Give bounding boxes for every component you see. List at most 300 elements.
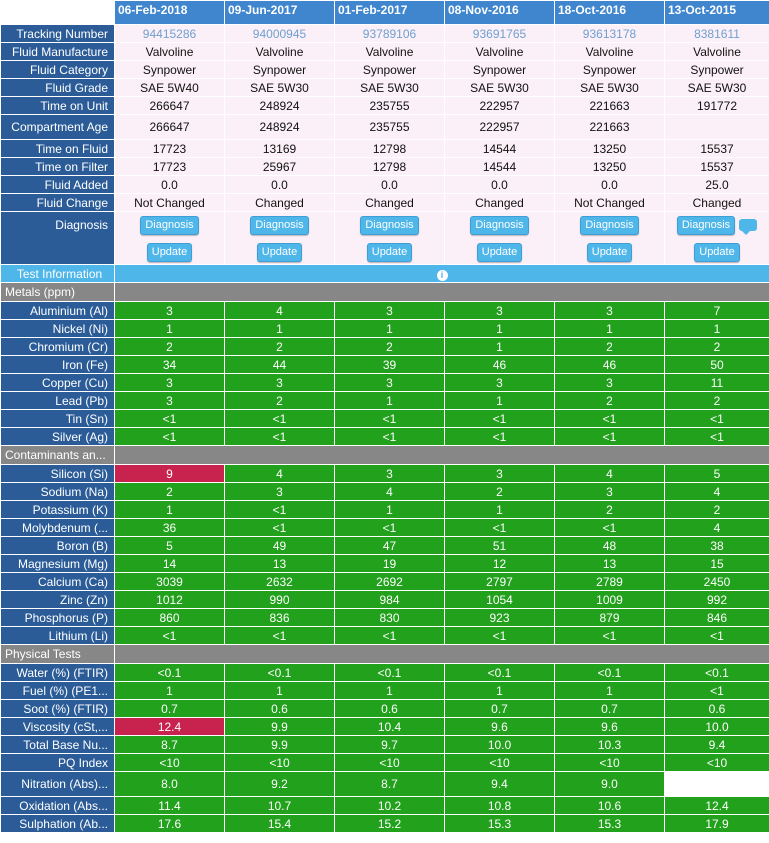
update-button[interactable]: Update: [694, 243, 739, 262]
result-value-cell: 0.6: [225, 700, 335, 718]
section-title: Contaminants an...: [1, 446, 115, 465]
section-header-fill: [115, 446, 769, 465]
result-row: [1, 718, 769, 736]
info-row-label: Fluid Grade: [1, 79, 115, 97]
result-value-cell: 2: [335, 338, 445, 356]
result-row: [1, 736, 769, 754]
info-row-label: Fluid Added: [1, 176, 115, 194]
result-value-cell: 46: [445, 356, 555, 374]
info-cell: Changed: [335, 194, 445, 212]
result-value-cell: 0.7: [445, 700, 555, 718]
result-value-cell: 2: [115, 338, 225, 356]
result-value-cell: 1: [225, 682, 335, 700]
result-value-cell: <1: [665, 682, 769, 700]
result-value-cell: 1: [445, 338, 555, 356]
result-value-cell: 860: [115, 609, 225, 627]
result-row-label: Aluminium (Al): [1, 302, 115, 320]
result-value-cell: 1: [555, 320, 665, 338]
result-value-cell: 10.7: [225, 797, 335, 815]
info-cell: Valvoline: [665, 43, 769, 61]
tracking-number-link[interactable]: 8381611: [665, 25, 769, 43]
result-row: [1, 682, 769, 700]
result-value-cell: 2: [665, 392, 769, 410]
result-value-cell: 47: [335, 537, 445, 555]
diagnosis-button[interactable]: Diagnosis: [580, 216, 638, 235]
result-value-cell: 2: [555, 501, 665, 519]
result-value-cell: <1: [665, 410, 769, 428]
result-value-cell: 50: [665, 356, 769, 374]
result-value-cell: 12.4: [665, 797, 769, 815]
info-row: [1, 176, 769, 194]
info-row-label: Fluid Manufacture: [1, 43, 115, 61]
result-value-cell: 2450: [665, 573, 769, 591]
result-row-label: Silver (Ag): [1, 428, 115, 446]
result-value-cell: <1: [335, 519, 445, 537]
result-value-cell: 1: [225, 320, 335, 338]
result-value-cell: 3: [335, 302, 445, 320]
diagnosis-cell: [225, 212, 335, 265]
result-value-cell: 49: [225, 537, 335, 555]
result-value-cell: <1: [225, 627, 335, 645]
result-value-cell: 1: [445, 682, 555, 700]
info-cell: 0.0: [555, 176, 665, 194]
info-cell: 17723: [115, 158, 225, 176]
tracking-number-link[interactable]: 94000945: [225, 25, 335, 43]
result-value-cell: <10: [665, 754, 769, 772]
result-value-cell: 9.6: [555, 718, 665, 736]
section-header-fill: [115, 283, 769, 302]
info-row-label: Time on Filter: [1, 158, 115, 176]
result-value-cell: <0.1: [225, 664, 335, 682]
info-cell: Synpower: [115, 61, 225, 79]
info-cell: SAE 5W30: [665, 79, 769, 97]
info-row: [1, 140, 769, 158]
result-value-cell: 3: [555, 302, 665, 320]
chat-bubble-icon[interactable]: [739, 219, 757, 231]
result-value-cell: <1: [115, 627, 225, 645]
result-value-cell: 1: [115, 320, 225, 338]
info-cell: 191772: [665, 97, 769, 115]
result-value-cell: 2692: [335, 573, 445, 591]
diagnosis-button-wrap: [470, 214, 528, 237]
result-value-cell: 0.6: [335, 700, 445, 718]
result-row-label: Nickel (Ni): [1, 320, 115, 338]
result-row-label: Nitration (Abs)...: [1, 772, 115, 797]
tracking-number-link[interactable]: 93613178: [555, 25, 665, 43]
result-row: [1, 465, 769, 483]
result-value-cell: 11.4: [115, 797, 225, 815]
result-row: [1, 591, 769, 609]
tracking-number-link[interactable]: 94415286: [115, 25, 225, 43]
result-value-cell: <1: [225, 519, 335, 537]
result-row: [1, 815, 769, 833]
diagnosis-button[interactable]: Diagnosis: [470, 216, 528, 235]
info-cell: [665, 115, 769, 140]
result-value-cell: <1: [115, 428, 225, 446]
result-row: [1, 320, 769, 338]
result-value-cell: 9: [115, 465, 225, 483]
result-value-cell: 879: [555, 609, 665, 627]
result-row: [1, 428, 769, 446]
result-row-label: Lithium (Li): [1, 627, 115, 645]
result-value-cell: 1: [555, 682, 665, 700]
info-cell: 235755: [335, 97, 445, 115]
result-value-cell: 44: [225, 356, 335, 374]
test-information-label[interactable]: Test Information: [1, 265, 115, 283]
info-row-label: Time on Unit: [1, 97, 115, 115]
info-cell: Not Changed: [115, 194, 225, 212]
result-row-label: Fuel (%) (PE1...: [1, 682, 115, 700]
result-value-cell: 3: [445, 302, 555, 320]
result-row: [1, 302, 769, 320]
sample-date-header[interactable]: 06-Feb-2018: [115, 1, 225, 25]
result-value-cell: <1: [335, 428, 445, 446]
result-value-cell: 836: [225, 609, 335, 627]
diagnosis-button-wrap: [140, 214, 198, 237]
result-value-cell: 9.6: [445, 718, 555, 736]
diagnosis-button-group: [338, 214, 441, 264]
result-row: [1, 374, 769, 392]
result-row-label: Soot (%) (FTIR): [1, 700, 115, 718]
result-value-cell: 9.9: [225, 736, 335, 754]
result-value-cell: 13: [225, 555, 335, 573]
info-cell: 0.0: [225, 176, 335, 194]
result-value-cell: <1: [555, 410, 665, 428]
info-cell: 248924: [225, 97, 335, 115]
info-cell: 15537: [665, 158, 769, 176]
result-value-cell: <1: [335, 627, 445, 645]
info-cell: 266647: [115, 97, 225, 115]
result-value-cell: 10.0: [445, 736, 555, 754]
result-value-cell: 3: [225, 374, 335, 392]
diagnosis-row: [1, 212, 769, 265]
result-value-cell: 2789: [555, 573, 665, 591]
result-value-cell: 12: [445, 555, 555, 573]
result-value-cell: 51: [445, 537, 555, 555]
info-cell: 13250: [555, 140, 665, 158]
result-value-cell: 2: [225, 392, 335, 410]
info-cell: 222957: [445, 115, 555, 140]
result-value-cell: 3: [445, 374, 555, 392]
result-value-cell: <0.1: [445, 664, 555, 682]
result-value-cell: 10.4: [335, 718, 445, 736]
diagnosis-button[interactable]: Diagnosis: [250, 216, 308, 235]
result-value-cell: <1: [555, 627, 665, 645]
header-blank-cell: [1, 1, 115, 25]
info-cell: Synpower: [555, 61, 665, 79]
result-row-label: Chromium (Cr): [1, 338, 115, 356]
result-value-cell: <10: [115, 754, 225, 772]
result-value-cell: 46: [555, 356, 665, 374]
section-header-row: [1, 645, 769, 664]
result-value-cell: 34: [115, 356, 225, 374]
info-cell: 0.0: [335, 176, 445, 194]
sample-date-header[interactable]: 01-Feb-2017: [335, 1, 445, 25]
result-value-cell: 984: [335, 591, 445, 609]
update-button[interactable]: Update: [587, 243, 632, 262]
result-value-cell: 10.0: [665, 718, 769, 736]
result-row-label: Molybdenum (...: [1, 519, 115, 537]
result-value-cell: 9.0: [555, 772, 665, 797]
result-value-cell: 36: [115, 519, 225, 537]
result-value-cell: 10.8: [445, 797, 555, 815]
info-cell: 14544: [445, 140, 555, 158]
test-information-bar[interactable]: [115, 265, 769, 283]
result-value-cell: <1: [225, 428, 335, 446]
result-value-cell: 990: [225, 591, 335, 609]
result-value-cell: 17.6: [115, 815, 225, 833]
result-value-cell: 3: [225, 483, 335, 501]
info-row: [1, 115, 769, 140]
info-cell: 12798: [335, 158, 445, 176]
result-row: [1, 410, 769, 428]
info-row: [1, 158, 769, 176]
result-row: [1, 609, 769, 627]
result-value-cell: 4: [555, 465, 665, 483]
info-cell: Valvoline: [335, 43, 445, 61]
diagnosis-button-group: [558, 214, 661, 264]
result-value-cell: 2632: [225, 573, 335, 591]
result-value-cell: 15.2: [335, 815, 445, 833]
test-information-row[interactable]: [1, 265, 769, 283]
result-row-label: Copper (Cu): [1, 374, 115, 392]
info-cell: SAE 5W30: [335, 79, 445, 97]
result-value-cell: 992: [665, 591, 769, 609]
result-value-cell: <1: [665, 428, 769, 446]
result-value-cell: <1: [445, 428, 555, 446]
result-row: [1, 501, 769, 519]
result-value-cell: 10.3: [555, 736, 665, 754]
tracking-number-link[interactable]: 93691765: [445, 25, 555, 43]
info-row: [1, 79, 769, 97]
result-value-cell: 2: [115, 483, 225, 501]
result-row-label: Water (%) (FTIR): [1, 664, 115, 682]
result-value-cell: 0.6: [665, 700, 769, 718]
result-value-cell: 1: [445, 320, 555, 338]
info-row: [1, 25, 769, 43]
result-value-cell: <0.1: [115, 664, 225, 682]
result-value-cell: <0.1: [555, 664, 665, 682]
result-value-cell: [665, 772, 769, 797]
result-value-cell: 4: [665, 519, 769, 537]
info-cell: 221663: [555, 97, 665, 115]
result-row-label: Iron (Fe): [1, 356, 115, 374]
section-header-row: [1, 446, 769, 465]
section-header-row: [1, 283, 769, 302]
diagnosis-cell: [555, 212, 665, 265]
info-cell: 13250: [555, 158, 665, 176]
result-value-cell: 4: [225, 302, 335, 320]
sample-date-header[interactable]: 18-Oct-2016: [555, 1, 665, 25]
result-value-cell: <1: [445, 627, 555, 645]
diagnosis-button[interactable]: Diagnosis: [360, 216, 418, 235]
info-cell: Valvoline: [225, 43, 335, 61]
result-value-cell: <0.1: [665, 664, 769, 682]
result-value-cell: <10: [445, 754, 555, 772]
info-cell: Synpower: [335, 61, 445, 79]
result-row-label: Sulphation (Ab...: [1, 815, 115, 833]
result-value-cell: 1: [335, 320, 445, 338]
date-header-row: [1, 1, 769, 25]
sample-date-header[interactable]: 09-Jun-2017: [225, 1, 335, 25]
result-row-label: Lead (Pb): [1, 392, 115, 410]
result-value-cell: 15.4: [225, 815, 335, 833]
diagnosis-cell: [335, 212, 445, 265]
sample-date-header[interactable]: 13-Oct-2015: [665, 1, 769, 25]
result-value-cell: 2797: [445, 573, 555, 591]
tracking-number-link[interactable]: 93789106: [335, 25, 445, 43]
update-button[interactable]: Update: [257, 243, 302, 262]
info-cell: 235755: [335, 115, 445, 140]
result-value-cell: 48: [555, 537, 665, 555]
result-value-cell: <1: [445, 410, 555, 428]
update-button[interactable]: Update: [147, 243, 192, 262]
info-icon[interactable]: i: [437, 270, 448, 281]
diagnosis-button-wrap: [580, 214, 638, 237]
result-value-cell: 10.2: [335, 797, 445, 815]
result-value-cell: <10: [225, 754, 335, 772]
info-cell: Synpower: [445, 61, 555, 79]
result-value-cell: <1: [115, 410, 225, 428]
info-cell: 248924: [225, 115, 335, 140]
result-value-cell: 1054: [445, 591, 555, 609]
result-value-cell: 830: [335, 609, 445, 627]
result-value-cell: 0.7: [555, 700, 665, 718]
result-value-cell: 4: [225, 465, 335, 483]
result-value-cell: 15.3: [445, 815, 555, 833]
diagnosis-button-group: [668, 214, 766, 264]
diagnosis-row-label: Diagnosis: [1, 212, 115, 265]
result-value-cell: 3: [115, 374, 225, 392]
result-value-cell: 8.7: [335, 772, 445, 797]
result-row-label: Potassium (K): [1, 501, 115, 519]
result-row-label: Sodium (Na): [1, 483, 115, 501]
result-value-cell: 1: [335, 392, 445, 410]
result-value-cell: 1: [445, 392, 555, 410]
diagnosis-button-group: [118, 214, 221, 264]
result-value-cell: 7: [665, 302, 769, 320]
result-value-cell: 11: [665, 374, 769, 392]
result-value-cell: 846: [665, 609, 769, 627]
info-cell: 0.0: [445, 176, 555, 194]
result-row-label: Phosphorus (P): [1, 609, 115, 627]
result-value-cell: <1: [555, 428, 665, 446]
result-value-cell: 1: [445, 501, 555, 519]
result-value-cell: 14: [115, 555, 225, 573]
result-value-cell: 1: [335, 682, 445, 700]
diagnosis-button-wrap: [677, 214, 757, 237]
result-row: [1, 537, 769, 555]
info-cell: SAE 5W30: [555, 79, 665, 97]
result-value-cell: 12.4: [115, 718, 225, 736]
result-value-cell: 1: [115, 501, 225, 519]
result-value-cell: 4: [335, 483, 445, 501]
info-row-label: Fluid Category: [1, 61, 115, 79]
result-value-cell: 2: [225, 338, 335, 356]
result-value-cell: 2: [665, 501, 769, 519]
result-value-cell: 19: [335, 555, 445, 573]
result-value-cell: 9.4: [665, 736, 769, 754]
result-row-label: Magnesium (Mg): [1, 555, 115, 573]
info-cell: Not Changed: [555, 194, 665, 212]
result-row-label: Silicon (Si): [1, 465, 115, 483]
result-row: [1, 338, 769, 356]
result-value-cell: 9.9: [225, 718, 335, 736]
info-row: [1, 97, 769, 115]
result-value-cell: 3: [555, 483, 665, 501]
result-row: [1, 700, 769, 718]
result-value-cell: 1: [335, 501, 445, 519]
info-cell: SAE 5W30: [225, 79, 335, 97]
info-cell: 25.0: [665, 176, 769, 194]
result-value-cell: 1: [115, 682, 225, 700]
result-row-label: Viscosity (cSt,...: [1, 718, 115, 736]
result-value-cell: 0.7: [115, 700, 225, 718]
result-value-cell: 38: [665, 537, 769, 555]
result-value-cell: <1: [445, 519, 555, 537]
diagnosis-cell: [665, 212, 769, 265]
result-value-cell: 3: [335, 374, 445, 392]
result-value-cell: 13: [555, 555, 665, 573]
result-value-cell: 1009: [555, 591, 665, 609]
update-button[interactable]: Update: [477, 243, 522, 262]
info-cell: 266647: [115, 115, 225, 140]
result-value-cell: 17.9: [665, 815, 769, 833]
info-cell: SAE 5W40: [115, 79, 225, 97]
diagnosis-button[interactable]: Diagnosis: [677, 216, 735, 235]
result-row: [1, 664, 769, 682]
result-row: [1, 555, 769, 573]
diagnosis-button-wrap: [360, 214, 418, 237]
result-value-cell: 9.7: [335, 736, 445, 754]
result-row: [1, 519, 769, 537]
result-value-cell: 8.7: [115, 736, 225, 754]
info-cell: 12798: [335, 140, 445, 158]
result-row-label: Boron (B): [1, 537, 115, 555]
result-value-cell: 3: [445, 465, 555, 483]
diagnosis-cell: [115, 212, 225, 265]
result-value-cell: 2: [665, 338, 769, 356]
info-cell: SAE 5W30: [445, 79, 555, 97]
result-value-cell: 2: [555, 392, 665, 410]
result-value-cell: 2: [445, 483, 555, 501]
diagnosis-button-group: [448, 214, 551, 264]
info-cell: Valvoline: [115, 43, 225, 61]
diagnosis-button[interactable]: Diagnosis: [140, 216, 198, 235]
result-value-cell: 3: [115, 392, 225, 410]
info-row-label: Fluid Change: [1, 194, 115, 212]
diagnosis-cell: [445, 212, 555, 265]
info-cell: 0.0: [115, 176, 225, 194]
info-cell: Valvoline: [445, 43, 555, 61]
result-value-cell: <1: [225, 410, 335, 428]
result-value-cell: 15.3: [555, 815, 665, 833]
result-row-label: Oxidation (Abs...: [1, 797, 115, 815]
result-value-cell: 2: [555, 338, 665, 356]
info-row: [1, 43, 769, 61]
update-button[interactable]: Update: [367, 243, 412, 262]
diagnosis-button-wrap: [250, 214, 308, 237]
result-value-cell: <10: [555, 754, 665, 772]
info-cell: 14544: [445, 158, 555, 176]
sample-date-header[interactable]: 08-Nov-2016: [445, 1, 555, 25]
result-value-cell: 39: [335, 356, 445, 374]
result-value-cell: <1: [335, 410, 445, 428]
info-cell: 17723: [115, 140, 225, 158]
result-row: [1, 573, 769, 591]
result-value-cell: 3: [115, 302, 225, 320]
result-row: [1, 392, 769, 410]
